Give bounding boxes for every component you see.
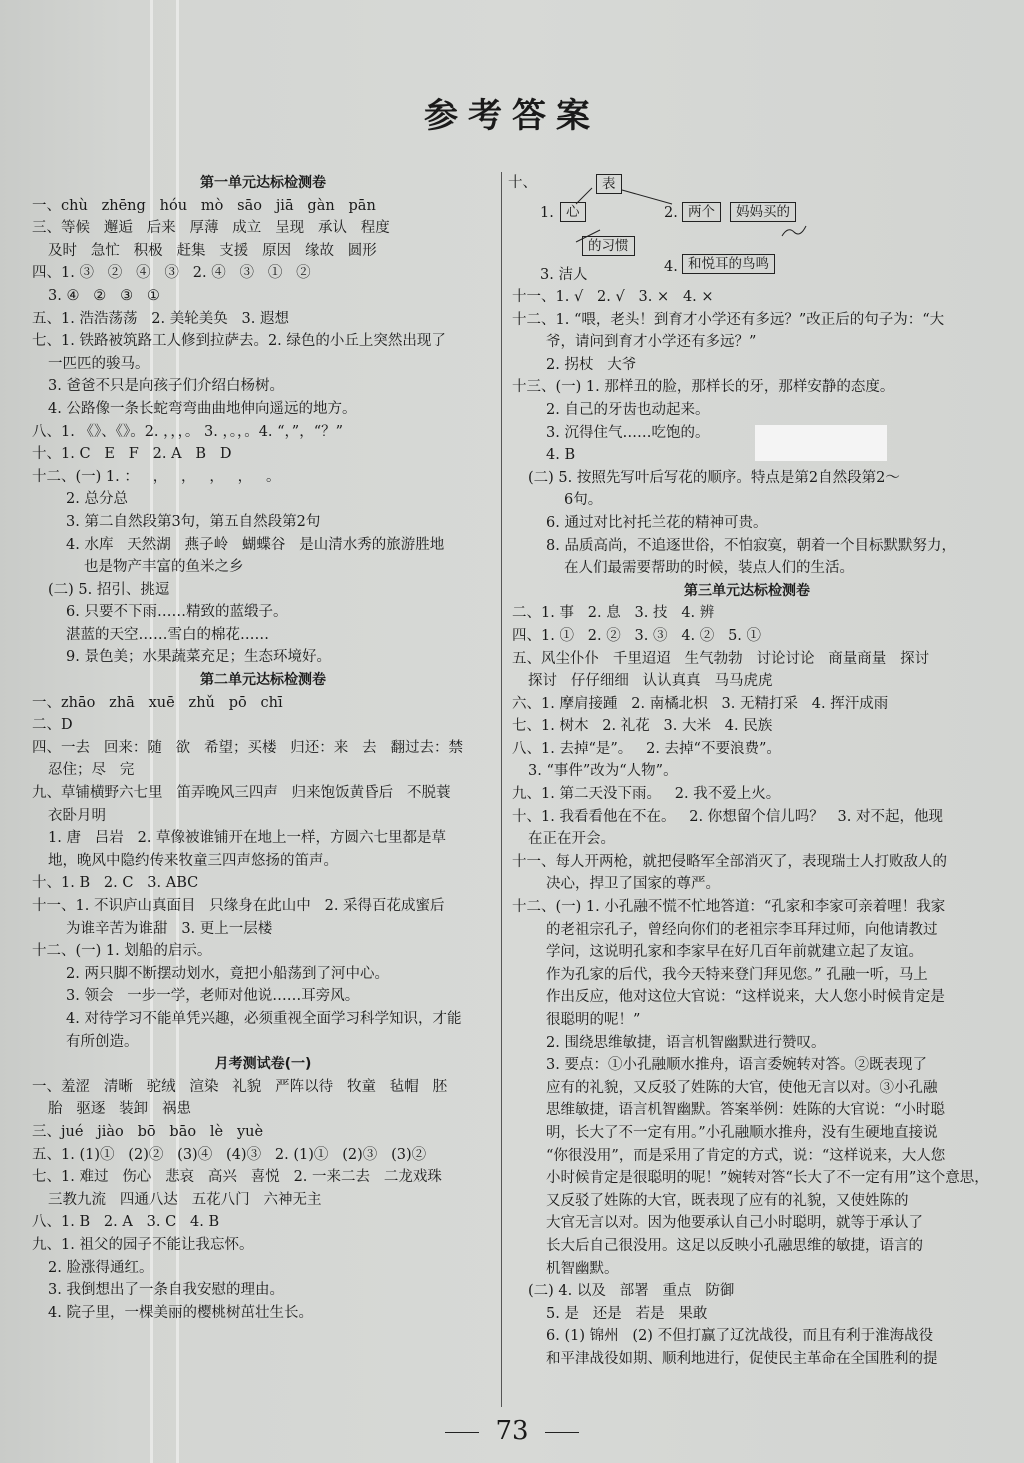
answer-line: 4. 院子里，一棵美丽的樱桃树茁壮生长。 [48,1304,313,1321]
answer-line: 三、等候 邂逅 后来 厚薄 成立 呈现 承认 程度 [32,220,390,237]
answer-line: 2. 两只脚不断摆动划水，竟把小船荡到了河中心。 [66,965,389,982]
answer-line: 4. B [546,447,576,464]
answer-line: 十二、(一) 1. 划船的启示。 [32,943,212,960]
answer-line: 七、1. 铁路被筑路工人修到拉萨去。2. 绿色的小丘上突然出现了 [32,333,446,350]
page-number [0,1416,1024,1446]
answer-line: 十二、(一) 1. 小孔融不慌不忙地答道：“孔家和李家可亲着哩！我家 [512,899,946,916]
answer-line: 为谁辛苦为谁甜 3. 更上一层楼 [66,920,273,937]
answer-line: 1. 唐 吕岩 2. 草像被谁铺开在地上一样，方圆六七里都是草 [48,830,447,847]
answer-line: 也是物产丰富的鱼米之乡 [84,559,244,576]
answer-line: 八、1. B 2. A 3. C 4. B [32,1214,220,1231]
answer-line: 小时候肯定是很聪明的呢！”婉转对答“长大了不一定有用”这个意思， [546,1170,989,1187]
answer-line: 爷，请问到育才小学还有多远？” [546,334,757,351]
answer-line: 3. ④ ② ③ ① [48,287,160,304]
right-column [508,172,989,1371]
answer-line: 和平津战役如期、顺利地进行，促使民主革命在全国胜利的提 [546,1350,938,1367]
section-heading: 第二单元达标检测卷 [200,672,326,689]
answer-line: 作为孔家的后代，我今天特来登门拜见您。” 孔融一听，马上 [546,966,928,983]
answer-line: 三、jué jiào bō bāo lè yuè [32,1123,264,1140]
answer-line: 地，晚风中隐约传来牧童三四声悠扬的笛声。 [48,852,338,869]
answer-line: 九、1. 祖父的园子不能让我忘怀。 [32,1236,254,1253]
page-number-text: 73 [495,1416,529,1446]
answer-line: 十、1. B 2. C 3. ABC [32,875,199,892]
answer-line: 3. 要点：①小孔融顺水推舟，语言委婉转对答。②既表现了 [546,1057,927,1074]
answer-line: 及时 急忙 积极 赶集 支援 原因 缘故 圆形 [48,242,377,259]
answer-line: 9. 景色美；水果蔬菜充足；生态环境好。 [66,649,331,666]
section-heading: 月考测试卷(一) [214,1056,312,1073]
diagram-box: 和悦耳的鸟鸣 [682,254,775,274]
answer-line: 长大后自己很没用。这足以反映小孔融思维的敏捷，语言的 [546,1237,923,1254]
answer-line: 又反驳了姓陈的大官，既表现了应有的礼貌，又使姓陈的 [546,1192,909,1209]
answer-line: 十二、1. “喂，老头！到育才小学还有多远？”改正后的句子为：“大 [512,311,945,328]
section-heading: 第三单元达标检测卷 [684,582,810,599]
answer-line: 3. “事件”改为“人物”。 [528,763,678,780]
answer-line: 九、草铺横野六七里 笛弄晚风三四声 归来饱饭黄昏后 不脱蓑 [32,785,451,802]
answer-line: 十一、每人开两枪，就把侵略军全部消灭了，表现瑞士人打败敌人的 [512,853,947,870]
diagram-box: 心 [560,202,586,222]
answer-line: 十、1. C E F 2. A B D [32,446,232,463]
answer-line: 3. 领会 一步一学，老师对他说……耳旁风。 [66,988,360,1005]
answer-line: 在人们最需要帮助的时候，装点人们的生活。 [564,560,854,577]
answer-line: 二、1. 事 2. 息 3. 技 4. 辨 [512,605,715,622]
answer-line: 6. 通过对比衬托兰花的精神可贵。 [546,514,768,531]
answer-line: 明，长大了不一定有用。”小孔融顺水推舟，没有生硬地直接说 [546,1124,938,1141]
page-number-dash [445,1432,479,1433]
answer-line: 胎 驱逐 装卸 祸患 [48,1101,191,1118]
answer-line: 6句。 [564,492,603,509]
sentence-diagram [508,172,982,283]
answer-line: 探讨 仔仔细细 认认真真 马马虎虎 [528,673,773,690]
answer-line: 决心，捍卫了国家的尊严。 [546,876,720,893]
answer-line: 六、1. 摩肩接踵 2. 南橘北枳 3. 无精打采 4. 挥汗成雨 [512,695,889,712]
page-title: 参考答案 [424,96,600,136]
answer-line: 十三、(一) 1. 那样丑的脸，那样长的牙，那样安静的态度。 [512,379,895,396]
answer-line: 一、chù zhēng hóu mò sāo jiā gàn pān [32,197,376,214]
item-number: 1. [540,205,554,221]
answer-line: 二、D [32,717,73,734]
answer-line: 4. 公路像一条长蛇弯弯曲曲地伸向遥远的地方。 [48,400,357,417]
answer-line: 应有的礼貌，又反驳了姓陈的大官，使他无言以对。③小孔融 [546,1079,938,1096]
answer-line: 3. 爸爸不只是向孩子们介绍白杨树。 [48,378,284,395]
section-heading: 第一单元达标检测卷 [200,175,326,191]
answer-line: 衣卧月明 [48,807,106,824]
answer-line: 一、羞涩 清晰 驼绒 渲染 礼貌 严阵以待 牧童 毡帽 胚 [32,1078,448,1095]
answer-line: 2. 脸涨得通红。 [48,1259,154,1276]
answer-line: 学问，这说明孔家和李家早在好几百年前就建立起了友谊。 [546,944,923,961]
answer-line: 七、1. 树木 2. 礼花 3. 大米 4. 民族 [512,718,773,735]
answer-line: 3. 第二自然段第3句，第五自然段第2句 [66,513,321,530]
answer-line: 2. 拐杖 大爷 [546,356,637,373]
answer-line: 6. 只要不下雨……精致的蓝缎子。 [66,604,288,621]
answer-line: 在正在开会。 [528,831,615,848]
answer-line: 九、1. 第二天没下雨。 2. 我不爱上火。 [512,786,781,803]
left-column [32,172,494,1324]
answer-line: 十二、(一) 1. ： ， ， ， ， 。 [32,468,281,485]
answer-line: 2. 自己的牙齿也动起来。 [546,401,710,418]
answer-line: 一匹匹的骏马。 [48,355,150,372]
answer-line: 8. 品质高尚，不追逐世俗，不怕寂寞，朝着一个目标默默努力， [546,537,956,554]
answer-line: 3. 沉得住气……吃饱的。 [546,424,710,441]
item-number: 4. [664,259,678,275]
redaction-block [755,425,887,461]
answer-line: 3. 我倒想出了一条自我安慰的理由。 [48,1282,284,1299]
right-column-lines [512,286,989,1371]
page-number-dash [545,1432,579,1433]
answer-line: 湛蓝的天空……雪白的棉花…… [66,626,269,643]
diagram-box: 表 [596,174,622,194]
answer-line: 有所创造。 [66,1033,139,1050]
answer-line: 机智幽默。 [546,1260,619,1277]
diagram-box: 妈妈买的 [730,202,796,222]
item-text: 3. 洁人 [540,267,588,283]
answer-line: 思维敏捷，语言机智幽默。答案举例：姓陈的大官说：“小时聪 [546,1102,945,1119]
answer-line: 八、1. 《》、《》。2. ，，，。 3. ，。，。4. “，”，“？” [32,423,344,440]
answer-line: 四、1. ③ ② ④ ③ 2. ④ ③ ① ② [32,265,311,282]
answer-line: 很聪明的呢！” [546,1012,641,1028]
answer-line: 6. (1) 锦州 (2) 不但打赢了辽沈战役，而且有利于淮海战役 [546,1328,934,1345]
answer-line: (二) 4. 以及 部署 重点 防御 [528,1283,735,1300]
answer-line: (二) 5. 按照先写叶后写花的顺序。特点是第2自然段第2～ [528,469,900,486]
answer-line: 十、1. 我看看他在不在。 2. 你想留个信儿吗？ 3. 对不起，他现 [512,808,943,825]
answer-line: 大官无言以对。因为他要承认自己小时聪明，就等于承认了 [546,1215,923,1232]
answer-line: 十一、1. 不识庐山真面目 只缘身在此山中 2. 采得百花成蜜后 [32,898,445,914]
answer-line: 作出反应，他对这位大官说：“这样说来，大人您小时候肯定是 [546,989,945,1006]
answer-line: 5. 是 还是 若是 果敢 [546,1305,708,1322]
answer-line: 2. 总分总 [66,491,128,508]
answer-line: 的老祖宗孔子，曾经向你们的老祖宗李耳拜过师，向他请教过 [546,921,938,938]
answer-line: 五、风尘仆仆 千里迢迢 生气勃勃 讨论讨论 商量商量 探讨 [512,650,930,667]
answer-line: 四、一去 回来：随 欲 希望；买楼 归还：来 去 翻过去：禁 [32,739,463,756]
diagram-box: 的习惯 [582,236,635,256]
answer-line: 四、1. ① 2. ② 3. ③ 4. ② 5. ① [512,627,762,644]
answer-line: 八、1. 去掉“是”。 2. 去掉“不要浪费”。 [512,740,781,757]
answer-line: 七、1. 难过 伤心 悲哀 高兴 喜悦 2. 一来二去 二龙戏珠 [32,1169,442,1186]
answer-line: 三教九流 四通八达 五花八门 六神无主 [48,1191,322,1208]
answer-line: 4. 对待学习不能单凭兴趣，必须重视全面学习科学知识，才能 [66,1010,462,1027]
diagram-label: 十、 [508,175,537,191]
answer-line: 五、1. 浩浩荡荡 2. 美轮美奂 3. 遐想 [32,310,289,327]
answer-line: 2. 围绕思维敏捷，语言机智幽默进行赞叹。 [546,1034,826,1051]
answer-line: 五、1. (1)① (2)② (3)④ (4)③ 2. (1)① (2)③ (3)② [32,1146,427,1163]
answer-line: 一、zhāo zhā xuē zhǔ pō chī [32,694,283,711]
diagram-box: 两个 [682,202,721,222]
answer-line: 十一、1. √ 2. √ 3. × 4. × [512,289,714,305]
column-divider [501,172,502,1407]
answer-line: (二) 5. 招引、挑逗 [48,581,170,598]
item-number: 2. [664,205,678,221]
answer-line: 4. 水库 天然湖 燕子岭 蝴蝶谷 是山清水秀的旅游胜地 [66,536,445,553]
answer-line: “你很没用”，而是采用了肯定的方式，说：“这样说来，大人您 [546,1147,946,1164]
answer-line: 忍住；尽 完 [48,762,135,779]
